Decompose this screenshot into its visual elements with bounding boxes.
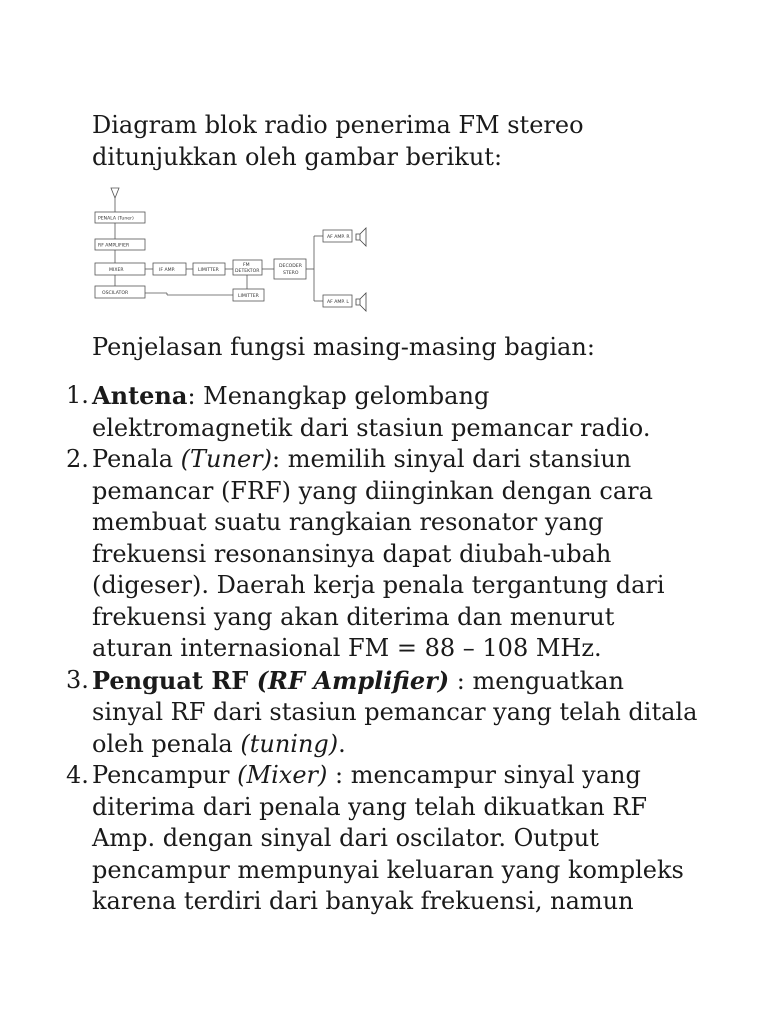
- mixer-label: MIXER: [109, 268, 124, 273]
- intro-line-2: ditunjukkan oleh gambar berikut:: [92, 142, 503, 171]
- term-tuning: (tuning): [240, 729, 339, 758]
- item-text: diterima dari penala yang telah dikuatkan RF: [92, 792, 648, 821]
- fm-receiver-block-diagram: [92, 184, 382, 314]
- limitter-label-1: LIMITTER: [198, 268, 219, 273]
- item-text: Amp. dengan sinyal dari oscilator. Output: [92, 824, 599, 852]
- af-amp-r-label: AF AMP. R: [327, 235, 350, 240]
- if-amp-label: IF AMP.: [159, 268, 176, 273]
- item-text: pemancar (FRF) yang diinginkan dengan cara: [92, 476, 653, 505]
- item-text: membuat suatu rangkaian resonator yang: [92, 508, 604, 536]
- item-text: pencampur mempunyai keluaran yang kompleks: [92, 855, 684, 884]
- item-text: .: [338, 729, 346, 758]
- term-penguat-rf: Penguat RF: [92, 665, 257, 695]
- term-antena: Antena: [92, 381, 188, 410]
- term-mixer: (Mixer): [237, 761, 328, 789]
- list-item-penala: [0, 444, 697, 665]
- item-text: : memilih sinyal dari stansiun: [271, 445, 632, 473]
- term-tuner: (Tuner): [180, 445, 272, 473]
- section-heading: Penjelasan fungsi masing-masing bagian:: [92, 333, 595, 361]
- term-penala: Penala: [92, 445, 181, 473]
- term-pencampur: Pencampur: [92, 761, 238, 789]
- intro-line-1: Diagram blok radio penerima FM stereo: [92, 111, 584, 139]
- list-number: 4.: [66, 761, 89, 789]
- item-text: karena terdiri dari banyak frekuensi, namun: [92, 887, 634, 915]
- decoder-label-2: STERO: [283, 271, 299, 276]
- item-text: aturan internasional FM = 88 – 108 MHz.: [92, 634, 602, 662]
- rf-amplifier-label: RF AMPLIFIER: [98, 243, 130, 249]
- list-item-antena: [0, 380, 697, 444]
- item-text: : menguatkan: [449, 666, 624, 695]
- list-item-penguat-rf: [0, 665, 697, 761]
- item-text: : Menangkap gelombang: [187, 382, 490, 410]
- item-text: frekuensi resonansinya dapat diubah-ubah: [92, 539, 612, 568]
- item-text: (digeser). Daerah kerja penala tergantung dari: [92, 571, 665, 599]
- list-number: 1.: [66, 381, 89, 409]
- af-amp-l-label: AF AMP. L: [327, 300, 349, 305]
- antenna-icon: [111, 188, 119, 212]
- function-list: [0, 380, 697, 918]
- speaker-r-icon: [356, 228, 366, 246]
- decoder-label-1: DECODER: [279, 264, 302, 269]
- item-text: frekuensi yang akan diterima dan menurut: [92, 602, 615, 631]
- fm-detektor-label-2: DETEKTOR: [235, 269, 260, 274]
- term-rf-amplifier: (RF Amplifier): [256, 665, 450, 695]
- item-text: : mencampur sinyal yang: [327, 761, 641, 789]
- list-number: 2.: [66, 445, 89, 473]
- decoder-stereo-block: [274, 259, 306, 279]
- item-text: oleh penala: [92, 729, 241, 758]
- list-number: 3.: [66, 665, 89, 694]
- limitter-label-2: LIMITTER: [238, 294, 259, 299]
- penala-label: PENALA (Tuner): [98, 216, 134, 222]
- item-text: elektromagnetik dari stasiun pemancar radio.: [92, 413, 651, 442]
- item-text: sinyal RF dari stasiun pemancar yang telah ditala: [92, 698, 698, 726]
- fm-detektor-label-1: FM: [243, 263, 250, 268]
- list-item-pencampur: [0, 760, 697, 918]
- oscilator-label: OSCILATOR: [102, 291, 129, 296]
- intro-paragraph: [92, 110, 692, 173]
- speaker-l-icon: [356, 293, 366, 311]
